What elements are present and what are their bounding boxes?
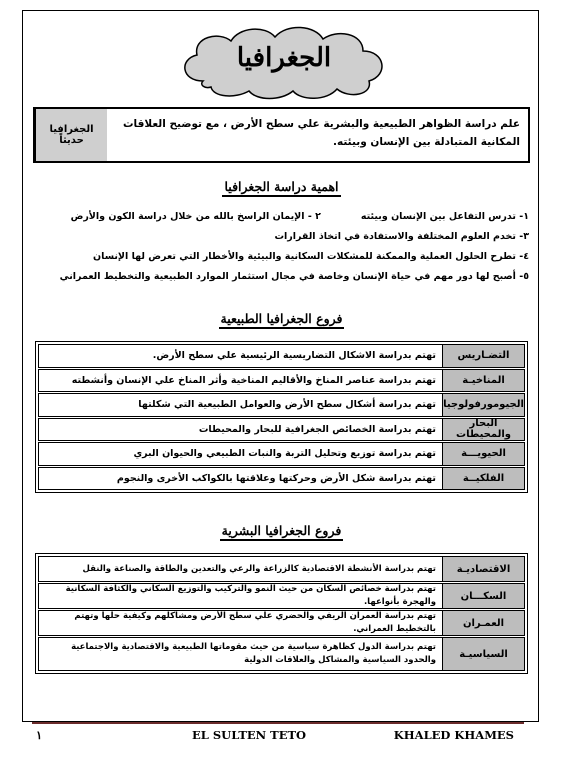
table-row: العمـران تهتم بدراسة العمران الريفي والحضري علي سطح الأرض ومشاكلهم وكيفية حلها وتهتم بالتخطيط العمراني. [38,610,525,636]
definition-line-1: علم دراسة الظواهر الطبيعية والبشرية علي سطح الأرض ، مع توضيح العلاقات [123,118,520,130]
table-row: التضـاريس تهتم بدراسة الاشكال التضاريسية الرئيسية علي سطح الأرض. [38,344,525,368]
importance-list [39,207,529,287]
list-item: ٥- أصبح لها دور مهم في حياة الإنسان وخاصة في مجال استثمار الموارد الطبيعية والتخطيط العمراني [59,271,529,282]
definition-line-2: المكانية المتبادلة بين الإنسان وبيئته. [333,136,520,148]
human-branches-table [35,553,528,674]
title-cloud [173,23,395,101]
table-row: البحار والمحيطات تهتم بدراسة الخصائص الجغرافية للبحار والمحيطات [38,418,525,442]
footer-center-text: EL SULTEN TETO [192,728,307,742]
table-row: الفلكيــة تهتم بدراسة شكل الأرض وحركتها وعلاقتها بالكواكب الأخرى والنجوم [38,467,525,491]
footer-author: KHALED KHAMES [393,728,514,742]
list-item: ٤- تطرح الحلول العملية والممكنة للمشكلات السكانية والبيئية والأخطار التي تعرض لها الإنسان [93,251,529,262]
table-row: السياسيـة تهتم بدراسة الدول كظاهرة سياسية من حيث مقوماتها الطبيعية والاقتصادية والاجتماعية والحدود السياسية والمشاكل والعلاقات الدولية [38,637,525,671]
table-row: السكـــان تهتم بدراسة خصائص السكان من حيث النمو والتركيب والتوزيع السكاني والكثافة السكانية والهجرة بأنواعها. [38,583,525,609]
page-number: ١ [36,728,43,742]
footer-divider [32,722,524,724]
definition-label: الجغرافيا حديثاً [35,109,107,161]
physical-heading: فروع الجغرافيا الطبيعية [23,311,540,326]
page-title: الجغرافيا [236,43,332,73]
definition-text [107,109,528,161]
table-row: الجيومورفولوجيا تهتم بدراسة أشكال سطح الأرض والعوامل الطبيعية التي شكلتها [38,393,525,417]
table-row: الاقتصاديـة تهتم بدراسة الأنشطة الاقتصادية كالزراعة والرعي والتعدين والطاقة والصناعة والنقل [38,556,525,582]
definition-box [33,107,530,163]
footer [32,728,524,746]
list-item: ١- تدرس التفاعل بين الإنسان وبيئته ٢ - الإيمان الراسخ بالله من خلال دراسة الكون والأرض [70,211,529,222]
human-heading: فروع الجغرافيا البشرية [23,523,540,538]
importance-heading: اهمية دراسة الجغرافيا [23,179,540,194]
physical-branches-table [35,341,528,493]
table-row: المناخيـة تهتم بدراسة عناصر المناخ والأقاليم المناخية وأثر المناخ علي الإنسان وأنشطته [38,369,525,393]
page-frame [22,10,539,722]
table-row: الحيويـــة تهتم بدراسة توزيع وتحليل التربة والنبات الطبيعي والحيوان البري [38,442,525,466]
list-item: ٣- تخدم العلوم المختلفة والاستفادة في اتخاذ القرارات [274,231,529,242]
